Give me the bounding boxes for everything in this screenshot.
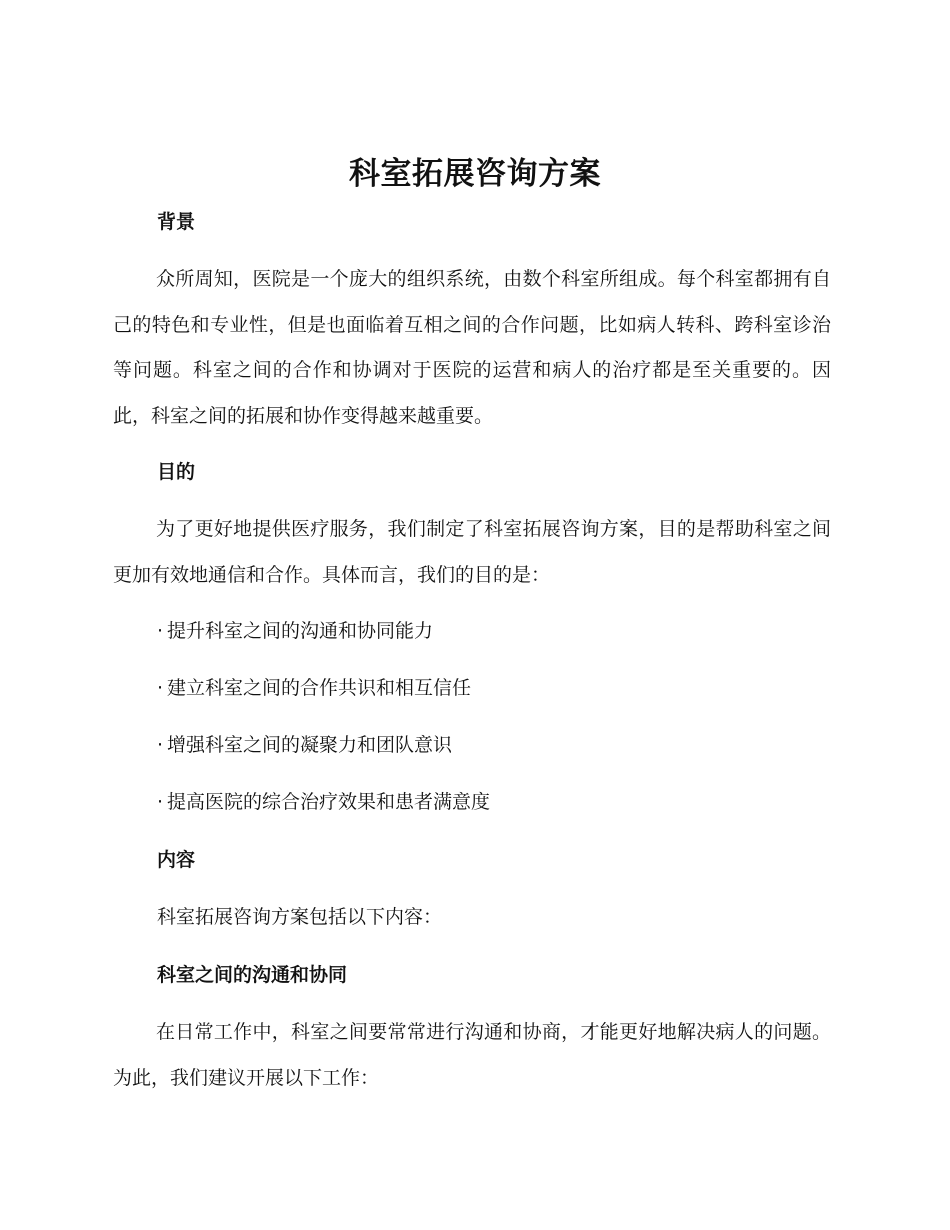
section-heading-communication: 科室之间的沟通和协同 xyxy=(157,964,348,986)
bullet-marker: · xyxy=(157,791,164,813)
bullet-marker: · xyxy=(157,734,164,756)
bullet-text: 增强科室之间的凝聚力和团队意识 xyxy=(167,734,453,756)
bullet-text: 提高医院的综合治疗效果和患者满意度 xyxy=(167,791,491,813)
paragraph-purpose: 为了更好地提供医疗服务，我们制定了科室拓展咨询方案，目的是帮助科室之间更加有效地通信和合作。具体而言，我们的目的是： xyxy=(113,518,831,586)
paragraph-content-intro: 科室拓展咨询方案包括以下内容： xyxy=(157,906,443,928)
paragraph-background: 众所周知，医院是一个庞大的组织系统，由数个科室所组成。每个科室都拥有自己的特色和专业性，但是也面临着互相之间的合作问题，比如病人转科、跨科室诊治等问题。科室之间的合作和协调对于医院的运营和病人的治疗都是至关重要的。因此，科室之间的拓展和协作变得越来越重要。 xyxy=(113,268,831,427)
section-heading-content: 内容 xyxy=(157,849,196,871)
bullet-item xyxy=(157,673,471,703)
document-title: 科室拓展咨询方案 xyxy=(349,156,601,192)
section-heading-purpose: 目的 xyxy=(157,461,196,483)
bullet-text: 建立科室之间的合作共识和相互信任 xyxy=(167,677,472,699)
paragraph-communication: 在日常工作中，科室之间要常常进行沟通和协商，才能更好地解决病人的问题。为此，我们建议开展以下工作： xyxy=(113,1021,831,1089)
bullet-marker: · xyxy=(157,620,164,642)
bullet-item xyxy=(157,616,433,646)
bullet-marker: · xyxy=(157,677,164,699)
bullet-item xyxy=(157,787,490,817)
bullet-item xyxy=(157,730,452,760)
bullet-text: 提升科室之间的沟通和协同能力 xyxy=(167,620,434,642)
section-heading-background: 背景 xyxy=(157,211,196,233)
